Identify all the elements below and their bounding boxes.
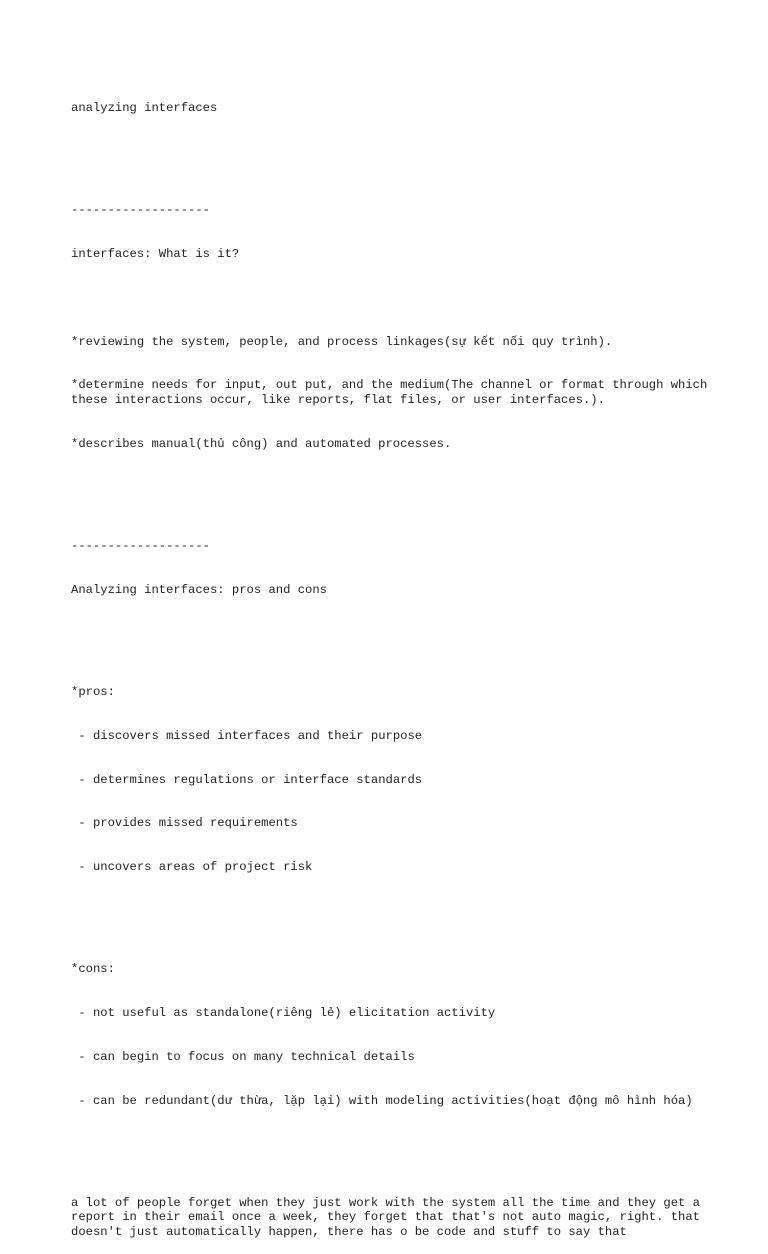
pros-label: *pros: [71,684,115,699]
pros-item: - provides missed requirements [71,816,298,831]
blank-line [71,481,711,496]
blank-line [71,1137,711,1152]
bullet-line: *describes manual(thủ công) and automated processes. [71,436,452,451]
document-body [71,72,715,1254]
cons-item: - not useful as standalone(riêng lẻ) elicitation activity [71,1006,496,1020]
bullet-line: *reviewing the system, people, and process linkages(sự kết nối quy trình). [71,334,613,349]
document-title: analyzing interfaces [71,101,218,116]
blank-line [71,291,711,306]
pros-item: - uncovers areas of project risk [71,860,313,875]
section-separator: ------------------- [71,539,210,553]
section-heading: Analyzing interfaces: pros and cons [71,582,327,597]
cons-item: - can begin to focus on many technical details [71,1049,415,1064]
cons-item: - can be redundant(dư thừa, lặp lại) with modeling activities(hoạt động mô hình hóa) [71,1093,693,1108]
cons-label: *cons: [71,962,115,977]
section-separator: ------------------- [71,203,210,218]
blank-line [71,627,711,642]
bullet-line: *determine needs for input, out put, and the medium(The channel or format through which these interactions occur, like reports, flat files, or user interfaces.). [71,378,715,408]
closing-paragraph: a lot of people forget when they just work with the system all the time and they get a report in their email once a week, they forget that that's not auto magic, right. that doesn't just automatically happen, there has o be code and stuff to say that [71,1195,708,1239]
section-heading: interfaces: What is it? [71,247,240,262]
blank-line [71,145,711,160]
blank-line [71,904,711,919]
pros-item: - discovers missed interfaces and their purpose [71,728,423,743]
pros-item: - determines regulations or interface standards [71,772,423,787]
